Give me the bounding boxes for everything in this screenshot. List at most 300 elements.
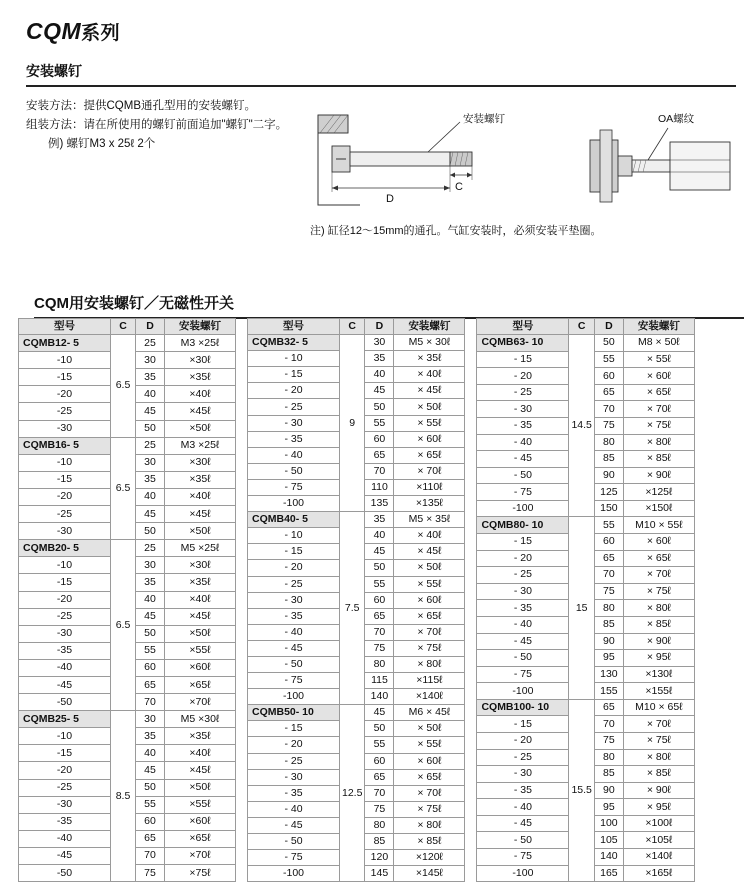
- header-screw: 安装螺钉: [165, 319, 236, 335]
- screw-value-cell: × 85ℓ: [623, 766, 694, 783]
- d-value-cell: 60: [594, 368, 623, 385]
- model-cell: - 15: [477, 534, 569, 551]
- page-title-series: 系列: [81, 23, 121, 44]
- d-value-cell: 45: [136, 403, 165, 420]
- screw-value-cell: × 35ℓ: [394, 351, 465, 367]
- d-value-cell: 165: [594, 865, 623, 882]
- intro-line-1: 安装方法：提供CQMB通孔型用的安装螺钉。: [26, 100, 256, 112]
- screw-value-cell: ×100ℓ: [623, 815, 694, 832]
- header-d: D: [136, 319, 165, 335]
- screw-value-cell: ×55ℓ: [165, 642, 236, 659]
- model-cell: - 15: [248, 544, 340, 560]
- screw-value-cell: × 60ℓ: [394, 753, 465, 769]
- screw-value-cell: × 55ℓ: [623, 351, 694, 368]
- screw-value-cell: × 75ℓ: [623, 583, 694, 600]
- model-cell: -100: [248, 866, 340, 882]
- model-cell: - 35: [477, 417, 569, 434]
- model-group-cell: CQMB12- 5: [19, 335, 111, 352]
- model-cell: - 35: [248, 431, 340, 447]
- d-value-cell: 60: [365, 753, 394, 769]
- c-value-cell: 14.5: [569, 335, 594, 517]
- screw-value-cell: M6 × 45ℓ: [394, 705, 465, 721]
- screw-value-cell: ×120ℓ: [394, 850, 465, 866]
- screw-value-cell: × 75ℓ: [623, 417, 694, 434]
- d-value-cell: 70: [365, 624, 394, 640]
- d-value-cell: 50: [136, 420, 165, 437]
- header-model: 型号: [248, 319, 340, 335]
- model-cell: -35: [19, 813, 111, 830]
- c-value-cell: 7.5: [340, 512, 365, 705]
- header-d: D: [365, 319, 394, 335]
- model-cell: - 35: [248, 785, 340, 801]
- d-value-cell: 35: [136, 369, 165, 386]
- screw-value-cell: ×30ℓ: [165, 352, 236, 369]
- model-cell: -45: [19, 676, 111, 693]
- d-value-cell: 35: [365, 351, 394, 367]
- screw-value-cell: × 85ℓ: [623, 451, 694, 468]
- d-value-cell: 145: [365, 866, 394, 882]
- d-value-cell: 110: [365, 479, 394, 495]
- d-value-cell: 60: [365, 592, 394, 608]
- d-value-cell: 70: [594, 401, 623, 418]
- model-cell: -25: [19, 779, 111, 796]
- intro-line-2: 组装方法：请在所使用的螺钉前面追加"螺钉"二字。: [26, 118, 288, 131]
- d-value-cell: 50: [594, 335, 623, 352]
- d-value-cell: 60: [594, 534, 623, 551]
- screw-value-cell: × 85ℓ: [394, 834, 465, 850]
- diagram-svg: [300, 100, 740, 240]
- table-row: [19, 540, 236, 557]
- d-value-cell: 40: [365, 367, 394, 383]
- header-d: D: [594, 319, 623, 335]
- screw-value-cell: ×130ℓ: [623, 666, 694, 683]
- model-group-cell: CQMB32- 5: [248, 335, 340, 351]
- d-value-cell: 55: [136, 796, 165, 813]
- d-value-cell: 30: [136, 557, 165, 574]
- model-group-cell: CQMB40- 5: [248, 512, 340, 528]
- d-value-cell: 70: [365, 785, 394, 801]
- screw-value-cell: M5 ×30ℓ: [165, 711, 236, 728]
- d-value-cell: 125: [594, 484, 623, 501]
- model-cell: - 75: [248, 479, 340, 495]
- screw-value-cell: ×155ℓ: [623, 683, 694, 700]
- model-cell: - 35: [477, 782, 569, 799]
- model-cell: - 75: [477, 484, 569, 501]
- d-value-cell: 85: [594, 451, 623, 468]
- d-value-cell: 80: [594, 749, 623, 766]
- screw-value-cell: ×75ℓ: [165, 865, 236, 882]
- header-c: C: [111, 319, 136, 335]
- d-value-cell: 105: [594, 832, 623, 849]
- header-model: 型号: [477, 319, 569, 335]
- d-value-cell: 120: [365, 850, 394, 866]
- screw-value-cell: ×70ℓ: [165, 847, 236, 864]
- model-cell: - 50: [248, 834, 340, 850]
- screw-value-cell: × 55ℓ: [394, 415, 465, 431]
- model-group-cell: CQMB80- 10: [477, 517, 569, 534]
- d-value-cell: 65: [594, 699, 623, 716]
- d-value-cell: 95: [594, 799, 623, 816]
- d-value-cell: 80: [365, 817, 394, 833]
- model-cell: -10: [19, 352, 111, 369]
- model-cell: - 30: [477, 766, 569, 783]
- model-cell: - 75: [248, 850, 340, 866]
- screw-value-cell: ×165ℓ: [623, 865, 694, 882]
- d-value-cell: 65: [594, 384, 623, 401]
- d-value-cell: 75: [136, 865, 165, 882]
- d-value-cell: 65: [136, 830, 165, 847]
- screw-value-cell: ×30ℓ: [165, 454, 236, 471]
- model-cell: - 30: [248, 769, 340, 785]
- d-value-cell: 40: [365, 528, 394, 544]
- table-row: [19, 711, 236, 728]
- screw-value-cell: ×45ℓ: [165, 506, 236, 523]
- screw-value-cell: M5 × 35ℓ: [394, 512, 465, 528]
- table-left: [18, 318, 236, 882]
- d-value-cell: 115: [365, 673, 394, 689]
- d-value-cell: 130: [594, 666, 623, 683]
- d-value-cell: 155: [594, 683, 623, 700]
- screw-value-cell: ×115ℓ: [394, 673, 465, 689]
- spec-tables: [18, 318, 695, 882]
- screw-value-cell: ×50ℓ: [165, 625, 236, 642]
- screw-value-cell: ×140ℓ: [394, 689, 465, 705]
- d-value-cell: 25: [136, 540, 165, 557]
- model-cell: -100: [248, 496, 340, 512]
- c-value-cell: 15.5: [569, 699, 594, 881]
- screw-value-cell: ×40ℓ: [165, 591, 236, 608]
- model-cell: - 30: [477, 583, 569, 600]
- model-cell: -15: [19, 745, 111, 762]
- d-value-cell: 80: [594, 600, 623, 617]
- header-model: 型号: [19, 319, 111, 335]
- d-value-cell: 140: [594, 849, 623, 866]
- screw-value-cell: × 60ℓ: [394, 592, 465, 608]
- screw-value-cell: M10 × 65ℓ: [623, 699, 694, 716]
- d-value-cell: 25: [136, 437, 165, 454]
- screw-value-cell: ×60ℓ: [165, 813, 236, 830]
- table-row: [19, 335, 236, 352]
- d-value-cell: 45: [365, 544, 394, 560]
- d-value-cell: 55: [365, 415, 394, 431]
- model-cell: - 20: [477, 368, 569, 385]
- c-value-cell: 9: [340, 335, 365, 512]
- d-value-cell: 135: [365, 496, 394, 512]
- screw-value-cell: × 60ℓ: [623, 534, 694, 551]
- model-cell: -100: [248, 689, 340, 705]
- intro-text: [26, 97, 326, 154]
- model-group-cell: CQMB50- 10: [248, 705, 340, 721]
- d-value-cell: 60: [136, 813, 165, 830]
- d-value-cell: 35: [136, 574, 165, 591]
- d-value-cell: 45: [365, 705, 394, 721]
- screw-value-cell: ×135ℓ: [394, 496, 465, 512]
- screw-value-cell: × 70ℓ: [623, 716, 694, 733]
- table-header-row: [477, 319, 694, 335]
- header-c: C: [340, 319, 365, 335]
- model-cell: -15: [19, 471, 111, 488]
- screw-value-cell: ×35ℓ: [165, 369, 236, 386]
- header-c: C: [569, 319, 594, 335]
- model-cell: - 30: [248, 592, 340, 608]
- model-cell: -30: [19, 625, 111, 642]
- model-cell: - 50: [248, 463, 340, 479]
- screw-value-cell: × 65ℓ: [623, 384, 694, 401]
- model-group-cell: CQMB100- 10: [477, 699, 569, 716]
- d-value-cell: 80: [594, 434, 623, 451]
- d-value-cell: 85: [594, 766, 623, 783]
- d-value-cell: 95: [594, 650, 623, 667]
- screw-value-cell: ×35ℓ: [165, 728, 236, 745]
- screw-value-cell: ×50ℓ: [165, 779, 236, 796]
- table-middle: [247, 318, 465, 882]
- c-value-cell: 6.5: [111, 335, 136, 438]
- d-value-cell: 100: [594, 815, 623, 832]
- table-row: [248, 335, 465, 351]
- screw-value-cell: M10 × 55ℓ: [623, 517, 694, 534]
- model-cell: - 30: [248, 415, 340, 431]
- model-cell: - 15: [477, 716, 569, 733]
- model-cell: - 10: [248, 351, 340, 367]
- d-value-cell: 90: [594, 467, 623, 484]
- d-value-cell: 35: [136, 471, 165, 488]
- screw-value-cell: ×40ℓ: [165, 386, 236, 403]
- d-value-cell: 75: [594, 417, 623, 434]
- d-value-cell: 55: [594, 517, 623, 534]
- model-cell: - 50: [248, 656, 340, 672]
- model-cell: - 15: [248, 721, 340, 737]
- screw-value-cell: × 70ℓ: [623, 567, 694, 584]
- d-value-cell: 65: [365, 447, 394, 463]
- model-cell: -20: [19, 591, 111, 608]
- screw-value-cell: M8 × 50ℓ: [623, 335, 694, 352]
- model-cell: -20: [19, 488, 111, 505]
- table-header-row: [248, 319, 465, 335]
- model-cell: -30: [19, 796, 111, 813]
- dim-label-c: C: [455, 181, 463, 193]
- screw-value-cell: ×150ℓ: [623, 500, 694, 517]
- model-group-cell: CQMB63- 10: [477, 335, 569, 352]
- screw-value-cell: × 75ℓ: [394, 801, 465, 817]
- d-value-cell: 35: [136, 728, 165, 745]
- table-row: [477, 335, 694, 352]
- screw-value-cell: × 80ℓ: [394, 817, 465, 833]
- screw-value-cell: × 70ℓ: [623, 401, 694, 418]
- d-value-cell: 40: [136, 591, 165, 608]
- screw-value-cell: ×40ℓ: [165, 488, 236, 505]
- screw-value-cell: × 95ℓ: [623, 799, 694, 816]
- model-cell: - 15: [248, 367, 340, 383]
- screw-value-cell: ×35ℓ: [165, 471, 236, 488]
- screw-value-cell: ×45ℓ: [165, 608, 236, 625]
- d-value-cell: 50: [136, 523, 165, 540]
- model-group-cell: CQMB16- 5: [19, 437, 111, 454]
- screw-value-cell: ×105ℓ: [623, 832, 694, 849]
- table-row: [248, 512, 465, 528]
- model-cell: - 25: [248, 399, 340, 415]
- screw-value-cell: × 80ℓ: [394, 656, 465, 672]
- screw-value-cell: × 70ℓ: [394, 785, 465, 801]
- model-cell: -10: [19, 557, 111, 574]
- screw-value-cell: ×60ℓ: [165, 659, 236, 676]
- d-value-cell: 65: [594, 550, 623, 567]
- model-cell: - 15: [477, 351, 569, 368]
- header-screw: 安装螺钉: [623, 319, 694, 335]
- model-cell: - 45: [477, 633, 569, 650]
- d-value-cell: 65: [136, 676, 165, 693]
- model-cell: - 75: [477, 666, 569, 683]
- model-cell: - 30: [477, 401, 569, 418]
- model-cell: - 50: [477, 650, 569, 667]
- screw-value-cell: × 65ℓ: [394, 447, 465, 463]
- model-cell: - 35: [248, 608, 340, 624]
- screw-value-cell: × 80ℓ: [623, 434, 694, 451]
- screw-value-cell: × 50ℓ: [394, 721, 465, 737]
- d-value-cell: 25: [136, 335, 165, 352]
- d-value-cell: 60: [365, 431, 394, 447]
- d-value-cell: 75: [365, 801, 394, 817]
- d-value-cell: 65: [365, 608, 394, 624]
- d-value-cell: 80: [365, 656, 394, 672]
- d-value-cell: 90: [594, 782, 623, 799]
- model-cell: - 25: [248, 576, 340, 592]
- table-row: [248, 705, 465, 721]
- screw-value-cell: M5 ×25ℓ: [165, 540, 236, 557]
- d-value-cell: 30: [365, 335, 394, 351]
- model-cell: -50: [19, 865, 111, 882]
- screw-value-cell: × 55ℓ: [394, 576, 465, 592]
- model-cell: - 20: [477, 550, 569, 567]
- screw-value-cell: ×45ℓ: [165, 403, 236, 420]
- screw-value-cell: × 50ℓ: [394, 560, 465, 576]
- d-value-cell: 55: [594, 351, 623, 368]
- screw-value-cell: × 55ℓ: [394, 737, 465, 753]
- d-value-cell: 85: [594, 616, 623, 633]
- model-cell: - 75: [477, 849, 569, 866]
- model-cell: - 20: [248, 737, 340, 753]
- model-cell: -35: [19, 642, 111, 659]
- table-header-row: [19, 319, 236, 335]
- model-cell: -10: [19, 454, 111, 471]
- screw-value-cell: ×35ℓ: [165, 574, 236, 591]
- model-cell: -100: [477, 500, 569, 517]
- d-value-cell: 30: [136, 711, 165, 728]
- model-cell: -25: [19, 608, 111, 625]
- d-value-cell: 75: [594, 732, 623, 749]
- label-mounting-screw: 安装螺钉: [463, 113, 505, 125]
- figure-note: 注) 缸径12～15mm的通孔。气缸安装时，必须安装平垫圈。: [310, 225, 602, 237]
- model-cell: - 40: [477, 434, 569, 451]
- d-value-cell: 85: [365, 834, 394, 850]
- header-screw: 安装螺钉: [394, 319, 465, 335]
- screw-value-cell: × 65ℓ: [394, 608, 465, 624]
- model-cell: -100: [477, 865, 569, 882]
- screw-value-cell: × 40ℓ: [394, 528, 465, 544]
- page-title-main: CQM: [26, 18, 82, 44]
- table-row: [477, 699, 694, 716]
- screw-value-cell: × 90ℓ: [623, 467, 694, 484]
- screw-value-cell: × 60ℓ: [394, 431, 465, 447]
- model-cell: - 20: [248, 560, 340, 576]
- c-value-cell: 8.5: [111, 711, 136, 882]
- d-value-cell: 70: [594, 716, 623, 733]
- d-value-cell: 50: [365, 721, 394, 737]
- model-cell: -40: [19, 659, 111, 676]
- c-value-cell: 15: [569, 517, 594, 699]
- screw-value-cell: M3 ×25ℓ: [165, 335, 236, 352]
- d-value-cell: 30: [136, 352, 165, 369]
- label-oa-thread: OA螺纹: [658, 113, 695, 125]
- screw-value-cell: ×65ℓ: [165, 830, 236, 847]
- screw-value-cell: ×110ℓ: [394, 479, 465, 495]
- screw-value-cell: × 70ℓ: [394, 463, 465, 479]
- model-cell: -40: [19, 830, 111, 847]
- d-value-cell: 50: [365, 399, 394, 415]
- table-right: [476, 318, 694, 882]
- d-value-cell: 70: [594, 567, 623, 584]
- model-cell: - 45: [477, 451, 569, 468]
- d-value-cell: 55: [365, 576, 394, 592]
- screw-value-cell: × 40ℓ: [394, 367, 465, 383]
- model-cell: -10: [19, 728, 111, 745]
- model-cell: -50: [19, 694, 111, 711]
- section-heading-screw-switch: CQM用安装螺钉／无磁性开关: [34, 292, 744, 319]
- model-cell: -20: [19, 386, 111, 403]
- model-cell: - 10: [248, 528, 340, 544]
- model-cell: - 20: [248, 383, 340, 399]
- screw-value-cell: × 90ℓ: [623, 633, 694, 650]
- screw-value-cell: ×45ℓ: [165, 762, 236, 779]
- screw-value-cell: × 60ℓ: [623, 368, 694, 385]
- d-value-cell: 40: [136, 386, 165, 403]
- model-cell: - 25: [477, 749, 569, 766]
- screw-value-cell: ×50ℓ: [165, 523, 236, 540]
- screw-value-cell: ×40ℓ: [165, 745, 236, 762]
- model-cell: - 25: [477, 384, 569, 401]
- d-value-cell: 70: [136, 694, 165, 711]
- screw-value-cell: × 95ℓ: [623, 650, 694, 667]
- d-value-cell: 50: [136, 625, 165, 642]
- d-value-cell: 50: [136, 779, 165, 796]
- model-cell: - 45: [248, 640, 340, 656]
- d-value-cell: 35: [365, 512, 394, 528]
- d-value-cell: 30: [136, 454, 165, 471]
- model-cell: - 40: [477, 799, 569, 816]
- model-cell: -100: [477, 683, 569, 700]
- d-value-cell: 45: [136, 762, 165, 779]
- d-value-cell: 70: [365, 463, 394, 479]
- model-cell: -45: [19, 847, 111, 864]
- model-cell: - 75: [248, 673, 340, 689]
- section-heading-mounting-screw: 安装螺钉: [26, 61, 736, 87]
- screw-value-cell: ×70ℓ: [165, 694, 236, 711]
- screw-value-cell: ×145ℓ: [394, 866, 465, 882]
- screw-value-cell: × 70ℓ: [394, 624, 465, 640]
- screw-value-cell: × 85ℓ: [623, 616, 694, 633]
- model-cell: -15: [19, 574, 111, 591]
- model-cell: - 45: [248, 817, 340, 833]
- screw-value-cell: ×140ℓ: [623, 849, 694, 866]
- screw-value-cell: × 80ℓ: [623, 600, 694, 617]
- screw-value-cell: × 75ℓ: [623, 732, 694, 749]
- table-row: [477, 517, 694, 534]
- screw-value-cell: × 50ℓ: [394, 399, 465, 415]
- page-title: [18, 0, 732, 45]
- d-value-cell: 45: [365, 383, 394, 399]
- screw-value-cell: ×30ℓ: [165, 557, 236, 574]
- c-value-cell: 12.5: [340, 705, 365, 882]
- d-value-cell: 60: [136, 659, 165, 676]
